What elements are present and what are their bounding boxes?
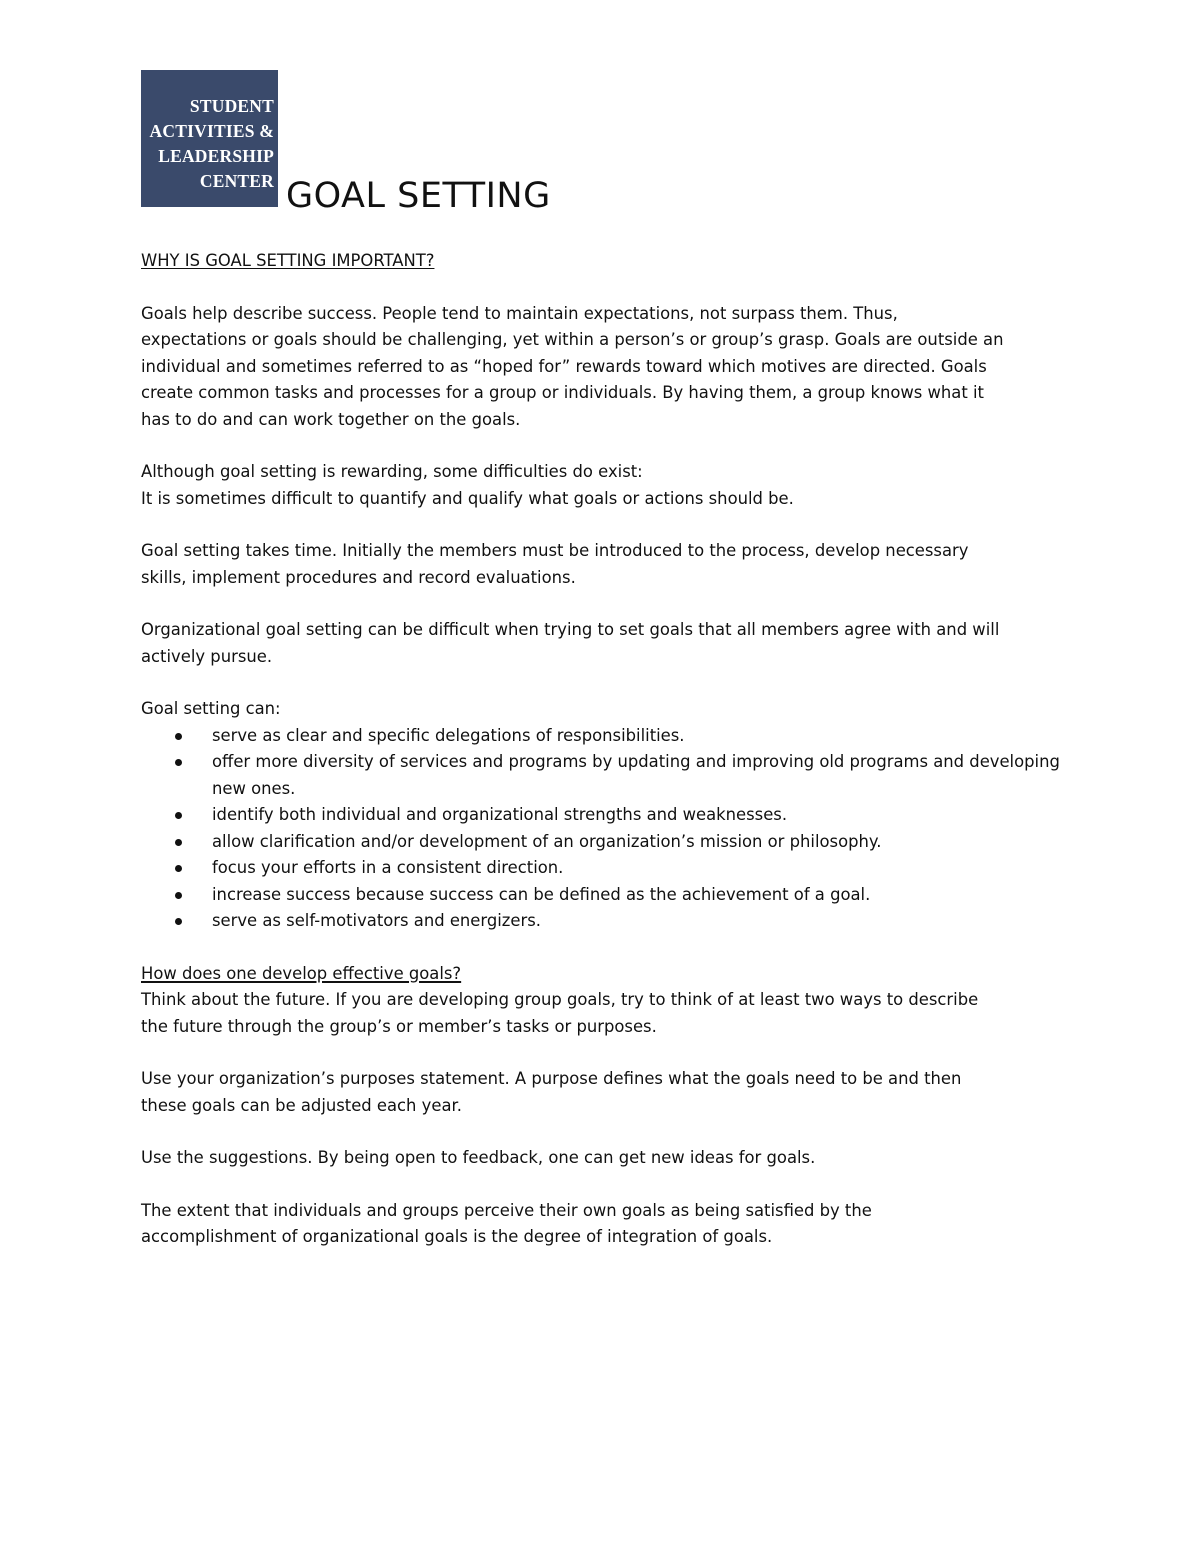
bullet-icon [175,759,182,766]
difficulty-agreement [141,617,1071,670]
bullet-icon [175,812,182,819]
list-item-text: serve as clear and specific delegations of responsibilities. [212,725,685,745]
list-item-text: offer more diversity of services and programs by updating and improving old programs and developing new ones. [212,752,1060,798]
logo-line: STUDENT [189,96,274,116]
logo-line: CENTER [199,171,274,191]
suggestions-paragraph: Use the suggestions. By being open to feedback, one can get new ideas for goals. [141,1148,816,1167]
list-item [212,882,1082,909]
document-title: GOAL SETTING [286,176,551,216]
logo-line: LEADERSHIP [158,146,274,166]
paragraph-line: individual and sometimes referred to as “hoped for” rewards toward which motives are directed. Goals [141,356,987,376]
paragraph-line: the future through the group’s or member’s tasks or purposes. [141,1016,657,1036]
list-item [212,855,1082,882]
list-item [212,723,1082,750]
difficulty-time [141,538,1071,591]
bullet-icon [175,733,182,740]
section-heading-why: WHY IS GOAL SETTING IMPORTANT? [141,251,435,270]
bullet-icon [175,839,182,846]
list-item [212,749,1082,802]
goal-setting-can-intro: Goal setting can: [141,699,281,718]
paragraph-line: Think about the future. If you are developing group goals, try to think of at least two ways to describe [141,990,979,1009]
list-item [212,908,1082,935]
paragraph-line: Organizational goal setting can be difficult when trying to set goals that all members agree with and will [141,620,1000,639]
bullet-icon [175,865,182,872]
list-item [212,802,1082,829]
paragraph-line: The extent that individuals and groups perceive their own goals as being satisfied by the [141,1200,872,1220]
bullet-icon [175,892,182,899]
think-future-paragraph [141,987,1071,1040]
paragraph-line: create common tasks and processes for a group or individuals. By having them, a group knows what it [141,383,984,402]
bullet-icon [175,918,182,925]
paragraph-line: these goals can be adjusted each year. [141,1095,462,1115]
student-activities-logo [141,70,278,207]
paragraph-line: has to do and can work together on the goals. [141,409,521,429]
list-item [212,829,1082,856]
list-item-text: allow clarification and/or development of an organization’s mission or philosophy. [212,831,882,851]
list-item-text: increase success because success can be defined as the achievement of a goal. [212,884,871,904]
benefits-list [141,723,1082,935]
paragraph-line: Goals help describe success. People tend to maintain expectations, not surpass them. Thus, [141,303,898,323]
list-item-text: focus your efforts in a consistent direction. [212,858,564,877]
list-item-text: identify both individual and organizational strengths and weaknesses. [212,805,788,824]
section-heading-how: How does one develop effective goals? [141,963,462,983]
document-header [141,70,1071,216]
paragraph-line: actively pursue. [141,646,273,666]
paragraph-line: accomplishment of organizational goals is the degree of integration of goals. [141,1227,773,1246]
paragraph-line: Goal setting takes time. Initially the members must be introduced to the process, develop necessary [141,541,969,560]
purposes-statement-paragraph [141,1066,1071,1119]
paragraph-line: skills, implement procedures and record evaluations. [141,567,576,587]
intro-paragraph [141,301,1071,434]
difficulties-intro: Although goal setting is rewarding, some difficulties do exist: [141,462,643,481]
document-body [141,248,1071,1251]
integration-paragraph [141,1198,1071,1251]
document-page [141,70,1071,1251]
list-item-text: serve as self-motivators and energizers. [212,911,541,930]
paragraph-line: Use your organization’s purposes statement. A purpose defines what the goals need to be and then [141,1069,962,1088]
paragraph-line: expectations or goals should be challenging, yet within a person’s or group’s grasp. Goals are outside an [141,330,1004,349]
logo-line: ACTIVITIES & [149,121,274,141]
difficulty-quantify: It is sometimes difficult to quantify and qualify what goals or actions should be. [141,488,794,508]
